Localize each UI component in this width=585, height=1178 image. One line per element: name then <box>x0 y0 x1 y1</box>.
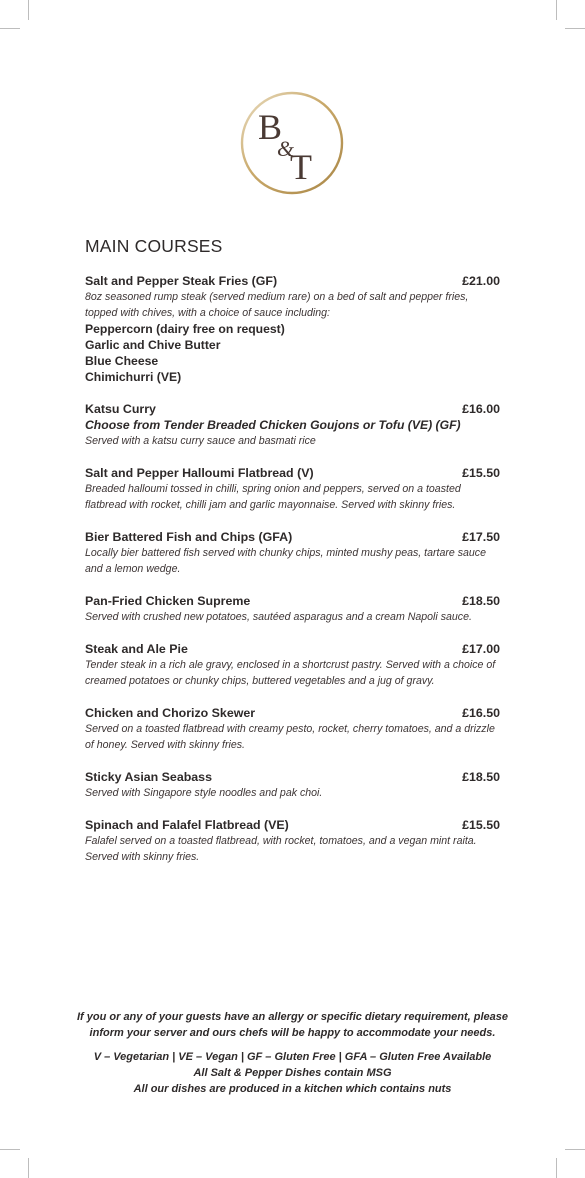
logo-letter-t: T <box>290 147 312 187</box>
menu-list <box>85 273 500 865</box>
sauce-option: Garlic and Chive Butter <box>85 338 221 352</box>
crop-mark <box>565 1149 585 1150</box>
crop-mark <box>0 1149 20 1150</box>
menu-item <box>85 705 500 753</box>
item-name: Bier Battered Fish and Chips (GFA) <box>85 530 293 544</box>
menu-item <box>85 641 500 689</box>
menu-item <box>85 769 500 801</box>
crop-mark <box>565 28 585 29</box>
item-name: Sticky Asian Seabass <box>85 770 212 784</box>
item-description: Breaded halloumi tossed in chilli, spring onion and peppers, served on a toasted <box>85 483 461 495</box>
section-title: MAIN COURSES <box>85 236 223 256</box>
item-description: and a lemon wedge. <box>85 563 181 575</box>
menu-item <box>85 401 500 449</box>
monogram-logo-icon <box>238 89 346 197</box>
nuts-note: All our dishes are produced in a kitchen which contains nuts <box>133 1083 452 1095</box>
item-description: Served on a toasted flatbread with creamy pesto, rocket, cherry tomatoes, and a drizzle <box>85 723 495 735</box>
crop-mark <box>0 28 20 29</box>
item-price: £21.00 <box>462 274 500 288</box>
item-price: £15.50 <box>462 818 500 832</box>
crop-mark <box>28 0 29 20</box>
item-choice: Choose from Tender Breaded Chicken Goujons or Tofu (VE) (GF) <box>85 418 461 432</box>
logo-letter-b: B <box>258 107 283 147</box>
menu-item <box>85 817 500 865</box>
item-price: £16.50 <box>462 706 500 720</box>
menu-item <box>85 529 500 577</box>
item-price: £17.50 <box>462 530 500 544</box>
sauce-option: Blue Cheese <box>85 354 159 368</box>
footer-notes <box>60 1009 525 1097</box>
allergy-notice: If you or any of your guests have an allergy or specific dietary requirement, please <box>77 1011 508 1023</box>
crop-mark <box>556 0 557 20</box>
crop-mark <box>556 1158 557 1178</box>
item-description: topped with chives, with a choice of sauce including: <box>85 307 330 319</box>
dietary-legend: V – Vegetarian | VE – Vegan | GF – Gluten Free | GFA – Gluten Free Available <box>93 1051 492 1063</box>
item-description: Served with skinny fries. <box>85 851 200 863</box>
item-description: Tender steak in a rich ale gravy, enclosed in a shortcrust pastry. Served with a choice of <box>85 659 496 671</box>
item-name: Spinach and Falafel Flatbread (VE) <box>85 818 289 832</box>
menu-item <box>85 273 500 385</box>
item-name: Salt and Pepper Steak Fries (GF) <box>85 274 278 288</box>
item-description: Served with a katsu curry sauce and basmati rice <box>85 435 316 447</box>
logo-ampersand: & <box>277 136 295 161</box>
sauce-option: Peppercorn (dairy free on request) <box>85 322 285 336</box>
item-price: £18.50 <box>462 594 500 608</box>
item-price: £15.50 <box>462 466 500 480</box>
item-description: creamed potatoes or chunky chips, buttered vegetables and a jug of gravy. <box>85 675 435 687</box>
brand-logo <box>238 89 346 197</box>
item-description: Falafel served on a toasted flatbread, with rocket, tomatoes, and a vegan mint raita. <box>85 835 477 847</box>
crop-mark <box>28 1158 29 1178</box>
allergy-notice: inform your server and ours chefs will be happy to accommodate your needs. <box>89 1027 496 1039</box>
menu-item <box>85 465 500 513</box>
item-description: Locally bier battered fish served with chunky chips, minted mushy peas, tartare sauce <box>85 547 486 559</box>
item-description: Served with crushed new potatoes, sautéed asparagus and a cream Napoli sauce. <box>85 611 472 623</box>
item-name: Steak and Ale Pie <box>85 642 188 656</box>
item-description: of honey. Served with skinny fries. <box>85 739 245 751</box>
item-name: Katsu Curry <box>85 402 156 416</box>
item-price: £17.00 <box>462 642 500 656</box>
msg-note: All Salt & Pepper Dishes contain MSG <box>193 1067 392 1079</box>
item-name: Chicken and Chorizo Skewer <box>85 706 256 720</box>
sauce-option: Chimichurri (VE) <box>85 370 182 384</box>
item-name: Pan-Fried Chicken Supreme <box>85 594 251 608</box>
item-description: flatbread with rocket, chilli jam and garlic mayonnaise. Served with skinny fries. <box>85 499 456 511</box>
menu-item <box>85 593 500 625</box>
item-description: 8oz seasoned rump steak (served medium rare) on a bed of salt and pepper fries, <box>85 291 469 303</box>
item-price: £18.50 <box>462 770 500 784</box>
item-price: £16.00 <box>462 402 500 416</box>
item-name: Salt and Pepper Halloumi Flatbread (V) <box>85 466 314 480</box>
item-description: Served with Singapore style noodles and pak choi. <box>85 787 323 799</box>
